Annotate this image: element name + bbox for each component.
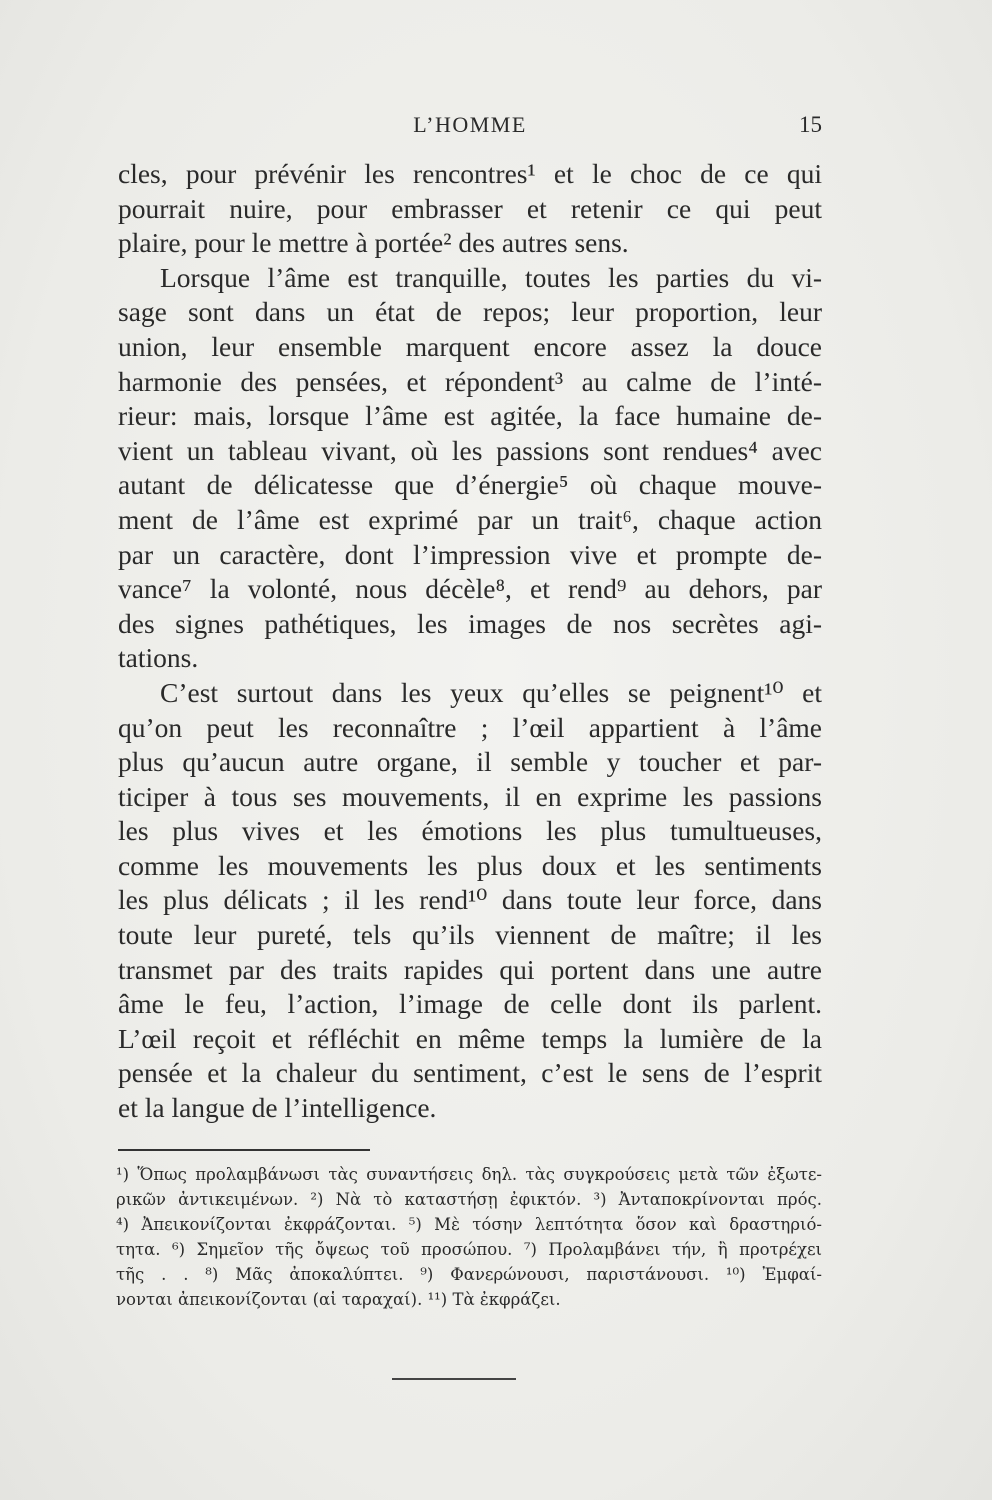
text-line: comme les mouvements les plus doux et les sentiments bbox=[118, 849, 822, 881]
text-line: plus qu’aucun autre organe, il semble y toucher et par- bbox=[118, 746, 822, 778]
text-line: toute leur pureté, tels qu’ils viennent de maître; il les bbox=[118, 919, 822, 951]
footnote-line: ρικῶν ἀντικειμένων. ²) Νὰ τὸ καταστήσῃ ἐφικτόν. ³) Ἀνταποκρίνονται πρός. bbox=[116, 1190, 822, 1209]
text-line: des signes pathétiques, les images de nos secrètes agi- bbox=[118, 607, 822, 639]
text-line: ment de l’âme est exprimé par un trait⁶, chaque action bbox=[118, 503, 822, 535]
text-line: harmonie des pensées, et répondent³ au calme de l’inté- bbox=[118, 365, 822, 397]
footnote-line: ¹) Ὅπως προλαμβάνωσι τὰς συναντήσεις δηλ. τὰς συγκρούσεις μετὰ τῶν ἐξωτε- bbox=[116, 1165, 822, 1184]
page-number: 15 bbox=[799, 112, 822, 137]
text-line: C’est surtout dans les yeux qu’elles se peignent¹⁰ et bbox=[160, 676, 822, 708]
text-line: âme le feu, l’action, l’image de celle dont ils parlent. bbox=[118, 988, 822, 1020]
text-line: pourrait nuire, pour embrasser et retenir ce qui peut bbox=[118, 192, 822, 224]
text-line: tations. bbox=[118, 642, 199, 674]
footnote-line: ⁴) Ἀπεικονίζονται ἐκφράζονται. ⁵) Μὲ τόσην λεπτότητα ὅσον καὶ δραστηριό- bbox=[116, 1215, 822, 1234]
footnotes bbox=[116, 1162, 822, 1312]
text-line: par un caractère, dont l’impression vive et prompte de- bbox=[118, 538, 822, 570]
footnote-divider bbox=[118, 1149, 370, 1151]
footnote-line: τητα. ⁶) Σημεῖον τῆς ὄψεως τοῦ προσώπου. ⁷) Προλαμβάνει τήν, ἢ προτρέχει bbox=[116, 1240, 822, 1259]
text-line: union, leur ensemble marquent encore assez la douce bbox=[118, 330, 822, 362]
text-line: cles, pour prévénir les rencontres¹ et le choc de ce qui bbox=[118, 158, 822, 189]
footnote-line: τῆς . . ⁸) Μᾶς ἀποκαλύπτει. ⁹) Φανερώνουσι, παριστάνουσι. ¹⁰) Ἐμφαί- bbox=[116, 1265, 822, 1284]
text-line: autant de délicatesse que d’énergie⁵ où chaque mouve- bbox=[118, 469, 822, 501]
text-line: qu’on peut les reconnaître ; l’œil appartient à l’âme bbox=[118, 711, 822, 743]
text-line: pensée et la chaleur du sentiment, c’est le sens de l’esprit bbox=[118, 1057, 822, 1089]
text-line: rieur: mais, lorsque l’âme est agitée, la face humaine de- bbox=[118, 400, 822, 432]
running-head: L’HOMME bbox=[413, 112, 527, 137]
page-header bbox=[118, 112, 822, 142]
text-line: ticiper à tous ses mouvements, il en exprime les passions bbox=[118, 780, 822, 812]
body-text bbox=[118, 157, 822, 1126]
end-divider bbox=[392, 1378, 516, 1380]
text-line: vient un tableau vivant, où les passions sont rendues⁴ avec bbox=[118, 434, 822, 466]
text-line: les plus vives et les émotions les plus tumultueuses, bbox=[118, 815, 822, 847]
text-line: sage sont dans un état de repos; leur proportion, leur bbox=[118, 296, 822, 328]
text-line: vance⁷ la volonté, nous décèle⁸, et rend⁹ au dehors, par bbox=[118, 573, 822, 605]
text-line: plaire, pour le mettre à portée² des autres sens. bbox=[118, 227, 629, 259]
text-line: L’œil reçoit et réfléchit en même temps la lumière de la bbox=[118, 1022, 822, 1054]
footnote-line: νονται ἀπεικονίζονται (αἱ ταραχαί). ¹¹) Τὰ ἐκφράζει. bbox=[116, 1290, 561, 1309]
text-line: les plus délicats ; il les rend¹⁰ dans toute leur force, dans bbox=[118, 884, 822, 916]
text-line: et la langue de l’intelligence. bbox=[118, 1092, 437, 1124]
text-line: transmet par des traits rapides qui portent dans une autre bbox=[118, 953, 822, 985]
text-line: Lorsque l’âme est tranquille, toutes les parties du vi- bbox=[160, 261, 822, 293]
